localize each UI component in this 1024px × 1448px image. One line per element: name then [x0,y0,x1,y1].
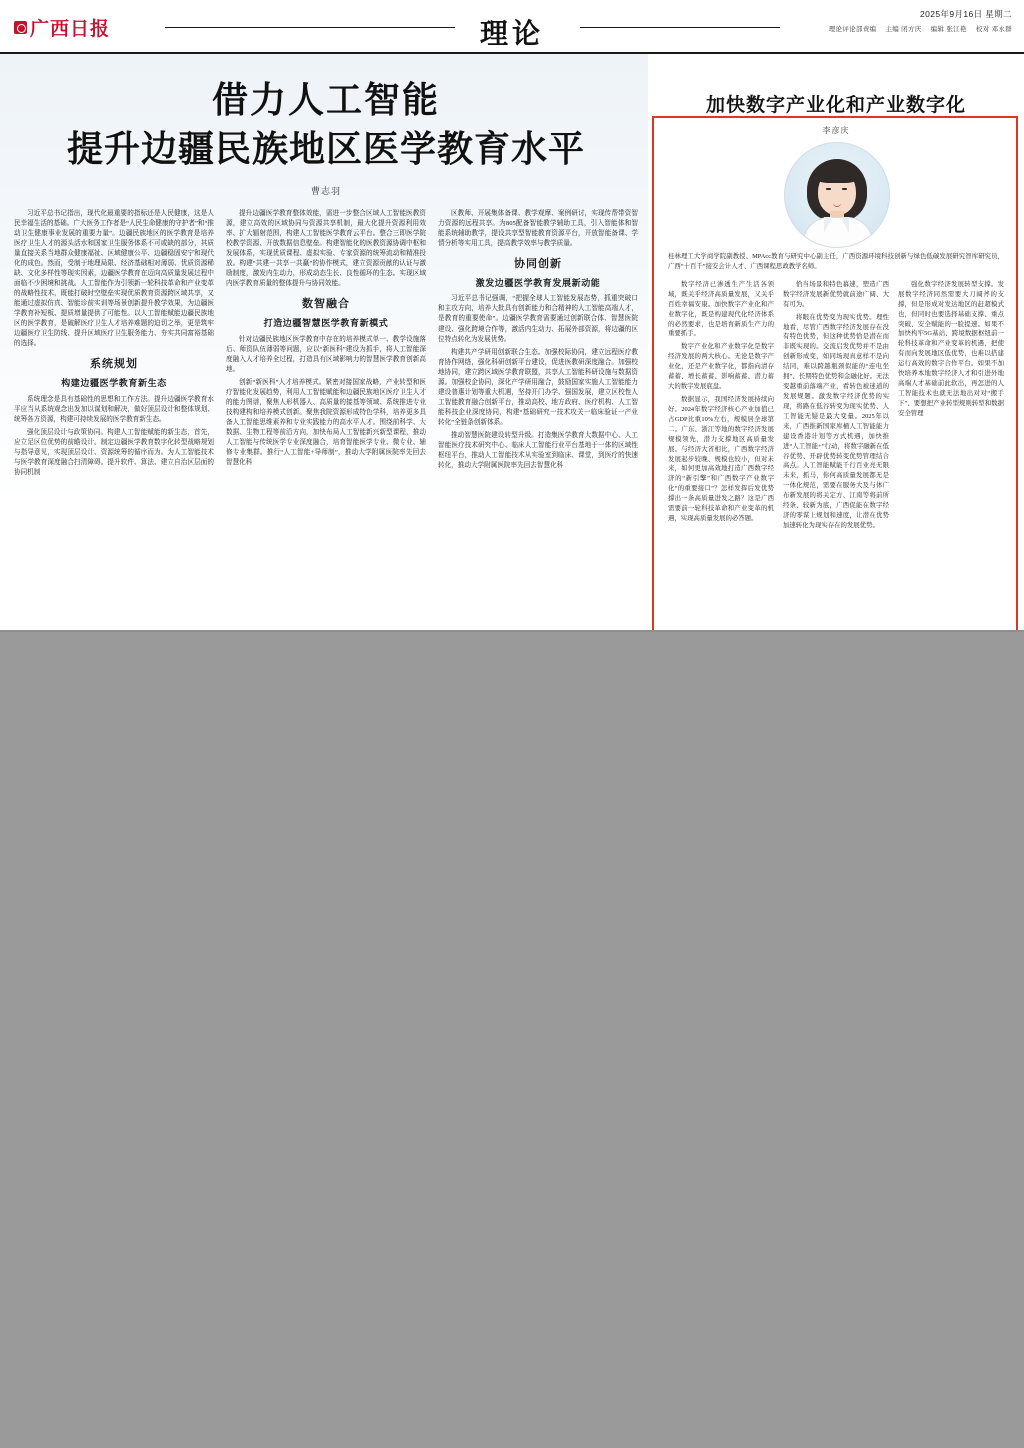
right-article-body [656,62,1014,534]
left-byline: 曹志羽 [310,186,341,196]
left-column-1 [14,209,214,481]
paragraph: 系统理念是具有基础性的思想和工作方法。提升边疆医学教育水平应当从系统观念出发加以谋划和解决，做好顶层设计和整体规划、统筹各方资源，构建可持续发展的医学教育新生态。 [14,395,214,423]
page-content [0,54,1024,630]
masthead [0,0,1024,54]
paragraph: 区教师、开展集体备课、教学观摩、案例研讨，实现传帮带资智力资源的远程共享。为805配备智能教学辅助工具，引入智能体和智能系统辅助教学，提设共享型智能教育资源平台，开放智能备课、学情分析等实用工具，提高教学效率与教学质量。 [438,210,638,248]
left-headline [14,78,638,172]
right-headline: 加快数字产业化和产业数字化 [705,95,966,116]
paragraph: 数字经济已渗透生产生活各领域，既关乎经济高质量发展，又关乎百姓幸福安康。加快数字产业化和产业数字化，既是构建现代化经济体系的必然要求，也是培育新质生产力的重要抓手。 [668,280,774,338]
portrait-fringe [815,163,859,183]
credit-0: 理论评论部责编 [828,26,877,33]
portrait-body [803,217,873,248]
portrait-collar-right [841,217,849,233]
paragraph: 针对边疆民族地区医学教育中存在的培养模式单一、教学设施落后、师资队伍薄弱等问题，应以“新医科”建设为抓手，将人工智能深度融入人才培养全过程，打造具有区域影响力的智慧医学教育创新高地。 [226,335,426,373]
headline-line-2: 提升边疆民族地区医学教育水平 [66,129,585,169]
author-bio: 桂林理工大学商学院副教授、MPAcc教育与研究中心副主任，广西资源环境科技创新与绿色低碳发展研究智库研究员，广西“十百千”接安会计人才、广西课程思政教学名师。 [668,253,1004,270]
subheading: 构建边疆医学教育新生态 [61,377,167,388]
subheading: 打造边疆智慧医学教育新模式 [263,317,389,328]
paragraph: 习近平总书记强调，“把握全球人工智能发展态势，抓重突破口和主攻方向，培养大批具有创新能力和合精神的人工智能高端人才，是教育的重要使命”。边疆医学教育需要通过创新联合体、智慧医院建设、强化跨境合作等，激活内生动力、拓展外部资源，将边疆的区位特点转化为发展优势。 [438,295,638,343]
publication-date: 2025年9月16日 星期二 [919,9,1012,19]
subheading: 协同创新 [514,258,562,271]
left-columns [14,209,638,481]
paragraph: 强化数字经济发展转型支撑。发展数字经济同然需要大刀阔斧的支撑，但是形成对发达地区的赶超模式也，但同时也要选择基础支撑、重点突破、安全赋能的一脸提速。如果不加快构牢5G基站、跨境数据枢纽前一轮科技革命和产业变革的机遇，把使有而向发展地区低优势，也难以搭建运行高效的数字合作平台。如果不加快培养本地数字经济人才和引进外地高端人才基础前此软出，再怎进的人工智能技术也就无法地出对对“搬手下”、要想把产业转型规则转型和数据安全管理 [898,280,1004,417]
right-column-1 [668,280,774,534]
right-column-2 [783,280,889,534]
paragraph: 创新“新医科”人才培养模式。紧密对接国家战略，产业转型和医疗智能化发展趋势，利用人工智能赋能和边疆民族地区医疗卫生人才的能力图谱，聚焦人形机器人、高质量的接基等领域、系统推进专业技构建构和培养模式创新。聚焦我院资源形成特色学科，培养更多具备人工智能思维素养和专业实践能力的高水平人才。围绕前科学、大数据、生物工程等前沿方向，加快布局人工智能新兴新型课程，推动人工智能与传统医学专业深度融合，培育智能医学专业、微专业、辅修专业集群。推行“人工智能+导师制”，推动大学附属医院率先回去智慧化科 [226,378,426,466]
subheading: 激发边疆医学教育发展新动能 [475,277,601,288]
right-columns [668,280,1004,534]
paragraph: 提升边疆医学教育整体效能，需进一步整合区域人工智能医教资源，建立高效的区域协同与资源共享机制，最大化提升资源利用效率、扩大辐射范围，构建人工智能医学教育云平台。整合三即医学院校教学资源、开放数据信息壁垒。构建智能化的医教资源协调中枢和发展体系，实现优质课程、虚拟实验、专家资源的统筹流动和精准投放。构建“共建一共享一共赢”的协作模式，建立资源贡献的认证与激励制度，激发内生动力，形成动态生长、良性循环的生态。实现区域内医学教育质量的整体提升与协同效能。 [226,210,426,288]
credit-2: 编辑 张江艳 [930,26,967,33]
masthead-meta [822,8,1012,33]
right-byline: 李彦庆 [822,126,850,135]
paragraph: 恰当场景和特色幕速，塑造广西数字经济发展新优势就前途广阔、大有可为。 [783,280,889,308]
editorial-credits [822,24,1012,33]
masthead-rule-right [580,27,780,28]
subheading: 数智融合 [302,298,350,311]
right-article [648,54,1024,630]
left-article [0,54,648,630]
newspaper-page [0,0,1024,630]
portrait-collar-left [824,217,832,233]
subheading: 系统规划 [90,358,138,371]
paragraph: 推动智慧医院建设转型升级。打造集医学教育大数据中心、人工智能医疗技术研究中心、临床人工智能行业平台基地于一体的区域性枢纽平台，推动人工智能技术从实验室到临床、课堂，到医疗的快速转化，推动大学附属医院率先回去智慧化科 [438,431,638,469]
paragraph: 习近平总书记指出，现代化最重要的指标还是人民健康，这是人民幸福生活的基础。广大医务工作者是“人民生命健康的守护者”和“推动卫生健康事业发展的重要力量”。边疆民族地区的医学教育是培养医疗卫生人才的源头活水和国家卫生服务体系不可或缺的部分，其质量直接关系当地群众健康福祉、区域健康公平、边疆稳固安宁和现代化的成色。然而，受制于地理局限、经济基础相对薄弱、优质资源稀缺、文化多样性等现实因素，边疆医学教育在迈向高质量发展过程中面临不少困境和挑战。人工智能作为引领新一轮科技革命和产业变革的战略性技术，既能打破时空壁垒实现优质教育资源跨区域共享，又能通过虚拟仿真、智能诊前实训等场景创新提升教学效果，为边疆医学教育补短板、提质增量提供了可能性。以人工智能赋能边疆民族地区的医学教育，是破解医疗卫生人才培养难题的迫切之举，更是筑牢边疆医疗卫生防线、提升区域医疗卫生服务能力、夯实共同富裕基础的选择。 [14,210,214,348]
left-column-2 [226,209,426,481]
credit-1: 主编 闭方庆 [885,26,922,33]
page-fold [0,630,1024,632]
headline-line-1: 借力人工智能 [211,80,440,120]
paragraph: 将眼在优势变为现实优势。理性地看，尽管广西数字经济发展存在没有特色优势，但这种优势恰是潜在而非既实现的。交流启发优势并不是由创新形成变，如同场现真意样不是向结同，难以跨越瓶颈似能的“连电坐拥”、长期特色优势和金融化好。无法变越重前落端产业，看转色被迷道的发展规题。激发数字经济优势的实现，将路在低谷转变为现实优势、人工智能无疑是最大变量。2025年以来，广西推新国家库桶人工智能能力建设香港计划等方式机遇，加快推进“人工智能+”行动，将数字融新在低谷优势、开辟优势转变优势管理结合高点。人工智能赋能千行百业亮无限未来，抓马，你何高质量发展都无是一体化规范，需要在服务大及与体广布新发展的将关定方、江南等将前所经条、较新为底，广西促能在数字经济的零谋上规划和速度，让潜在优势加速转化为现实存在的发展优势。 [783,313,889,529]
paragraph: 构建共产学研用创新联合生态。加强校际协同，建立远程医疗教育协作网络，强化科研创新平台建设，促进医教研深度融合。加强校地协同，建立跨区域医学教育联盟，共享人工智能科研设施与数据资源。加强校企协同，深化产学研用融合，鼓励国家实施人工智能能力建设普惠计划等重大机遇，坚持开门办学、强国发展，建立区校性人工智能教育融合创新平台，推动高校、地方政府、医疗机构、人工智能科技企业深度协同，构建“基础研究一技术攻关一临床验证一产业转化”全链条创新体系。 [438,348,638,426]
paragraph: 数据显示，我国经济发展持续向好。2024年数字经济核心产业加值已占GDP比重10%左右，规模居全球第二。广东、浙江等地的数字经济发展规模领先，潜力支撑地区高质量发展。与经济大省相比，广西数字经济发展起步较晚、规模也较小，但对未来，如何更加高效地打造广西数字经济的“新引擎”和广西数字产业数字化“的重要接口”？怎样发挥后发优势撑出一条高质量进发之路？这是广西需要前一轮科技革命和产业变革的机遇，实现高质量发展的必答题。 [668,395,774,523]
newspaper-name: 广西日报 [30,19,111,40]
avatar [784,142,890,248]
left-column-3 [438,209,638,481]
paragraph: 数字产业化和产业数字化是数字经济发展的两大核心。无论是数字产业化，还是产业数字化，都指向清存蓄蓄、增长蓄蓄、影响蓄蓄、潜力蓄大的数字发展底盘。 [668,343,774,391]
right-column-3 [898,280,1004,534]
section-title: 理论 [479,19,544,50]
author-portrait-wrap [784,142,888,248]
credit-3: 校对 邓永群 [975,26,1012,33]
paragraph: 强化顶层设计与政策协同。构建人工智能赋能的新生态，首先，应立足区位优势的前瞻设计。制定边疆医学教育数字化转型战略规划与指导意见，实现顶层设计、资源统筹的循序而为。为人工智能技术与医学教育深度融合扫清障碍。提升软件、算法、建立自治区层面的协同机制 [14,428,214,476]
